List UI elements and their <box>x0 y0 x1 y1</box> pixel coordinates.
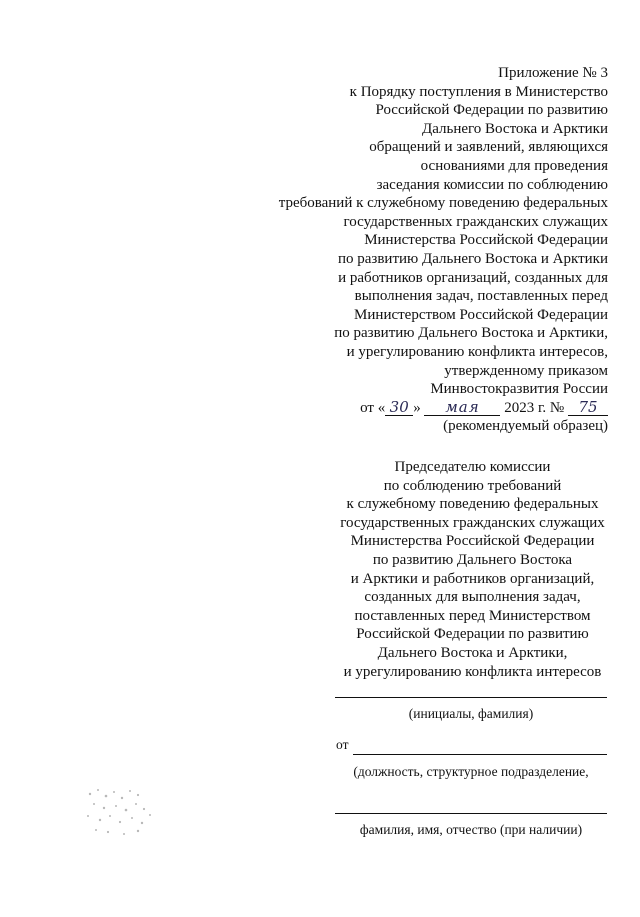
from-label: от <box>336 737 349 752</box>
order-date-line <box>188 399 608 418</box>
appendix-title: Приложение № 3 <box>498 65 608 81</box>
addressee-line: созданных для выполнения задач, <box>364 589 581 606</box>
addressee-line: государственных гражданских служащих <box>340 514 605 531</box>
faded-stamp-mark <box>80 782 170 842</box>
position-caption: (должность, структурное подразделение, <box>353 764 589 779</box>
addressee-line: Российской Федерации по развитию <box>356 626 589 643</box>
appendix-line: к Порядку поступления в Министерство <box>349 83 608 100</box>
appendix-line: по развитию Дальнего Востока и Арктики <box>337 250 608 267</box>
addressee-line: по соблюдению требований <box>383 477 562 494</box>
appendix-line: Министерства Российской Федерации <box>364 232 608 249</box>
appendix-line: выполнения задач, поставленных перед <box>354 288 608 305</box>
date-prefix: от « <box>360 399 386 416</box>
name-caption: фамилия, имя, отчество (при наличии) <box>359 822 583 837</box>
appendix-line: Дальнего Востока и Арктики <box>421 120 608 137</box>
appendix-line: Министерством Российской Федерации <box>354 306 608 323</box>
addressee-line: Министерства Российской Федерации <box>350 533 595 550</box>
appendix-line: заседания комиссии по соблюдению <box>376 176 608 193</box>
handwritten-month: мая <box>424 399 500 416</box>
appendix-line: Минвостокразвития России <box>430 381 608 398</box>
appendix-line: государственных гражданских служащих <box>343 213 608 230</box>
handwritten-day: 30 <box>385 399 413 416</box>
appendix-line: требований к служебному поведению федеральных <box>278 195 608 212</box>
appendix-line: по развитию Дальнего Востока и Арктики, <box>334 325 608 342</box>
appendix-line: основаниями для проведения <box>420 157 608 174</box>
addressee-line: Председателю комиссии <box>394 459 551 475</box>
addressee-line: по развитию Дальнего Востока <box>372 551 573 568</box>
date-quote-close: » <box>413 399 421 416</box>
appendix-line: и урегулированию конфликта интересов, <box>346 343 608 360</box>
appendix-line: и работников организаций, созданных для <box>338 269 608 286</box>
date-year-text: 2023 г. № <box>504 399 565 416</box>
name-fill-line <box>335 813 607 814</box>
sample-note: (рекомендуемый образец) <box>443 418 608 434</box>
addressee-line: к служебному поведению федеральных <box>346 496 599 513</box>
initials-fill-line <box>335 697 607 698</box>
initials-caption: (инициалы, фамилия) <box>408 706 534 721</box>
from-fill-line <box>353 754 607 755</box>
appendix-line: утвержденному приказом <box>444 362 608 379</box>
appendix-header <box>188 64 608 417</box>
addressee-block <box>330 458 615 681</box>
appendix-line: Российской Федерации по развитию <box>375 102 608 119</box>
addressee-line: поставленных перед Министерством <box>354 607 591 624</box>
addressee-line: Дальнего Востока и Арктики, <box>377 644 568 661</box>
appendix-line: обращений и заявлений, являющихся <box>369 139 608 156</box>
addressee-line: и Арктики и работников организаций, <box>350 570 595 587</box>
handwritten-order-number: 75 <box>568 399 608 416</box>
addressee-line: и урегулированию конфликта интересов <box>343 663 602 680</box>
